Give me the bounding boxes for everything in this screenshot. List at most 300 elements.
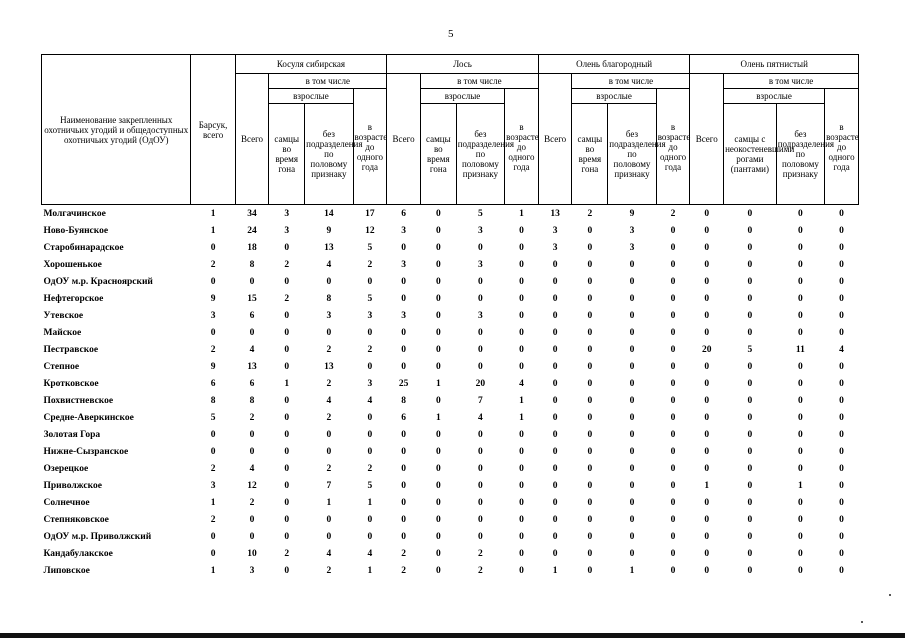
total-header: Всего xyxy=(387,74,421,205)
count-cell: 0 xyxy=(587,259,593,270)
count-cell: 1 xyxy=(519,395,524,406)
count-cell: 0 xyxy=(798,531,803,542)
hunting-ground-name: Средне-Аверкинское xyxy=(43,412,134,423)
count-cell: 0 xyxy=(519,429,524,440)
count-cell: 4 xyxy=(326,548,332,559)
count-cell: 2 xyxy=(478,565,483,576)
count-cell: 0 xyxy=(798,259,803,270)
count-cell: 0 xyxy=(798,293,803,304)
count-cell: 8 xyxy=(326,293,332,304)
hunting-ground-name: Ново-Буянское xyxy=(43,225,109,236)
adults-header: взрослые xyxy=(420,89,504,104)
count-cell: 0 xyxy=(798,497,803,508)
count-cell: 0 xyxy=(747,463,753,474)
count-cell: 17 xyxy=(365,208,375,219)
count-cell: 0 xyxy=(435,242,441,253)
count-cell: 0 xyxy=(670,310,676,321)
count-cell: 3 xyxy=(210,480,216,491)
count-cell: 0 xyxy=(552,395,558,406)
count-cell: 0 xyxy=(798,310,803,321)
count-cell: 0 xyxy=(401,514,406,525)
count-cell: 0 xyxy=(435,548,441,559)
count-cell: 0 xyxy=(435,327,441,338)
count-cell: 2 xyxy=(670,208,676,219)
count-cell: 0 xyxy=(249,429,255,440)
count-cell: 0 xyxy=(587,548,593,559)
count-cell: 6 xyxy=(249,378,255,389)
count-cell: 0 xyxy=(210,446,216,457)
count-cell: 0 xyxy=(587,480,593,491)
count-cell: 13 xyxy=(247,361,257,372)
count-cell: 0 xyxy=(552,514,558,525)
table-row xyxy=(42,409,859,426)
count-cell: 0 xyxy=(552,344,558,355)
count-cell: 0 xyxy=(367,327,373,338)
hunting-ground-name: Похвистневское xyxy=(43,395,114,406)
count-cell: 0 xyxy=(435,565,441,576)
count-cell: 0 xyxy=(401,497,406,508)
count-cell: 0 xyxy=(629,293,635,304)
table-row xyxy=(42,477,859,494)
count-cell: 0 xyxy=(249,276,255,287)
count-cell: 2 xyxy=(367,463,373,474)
count-cell: 0 xyxy=(210,531,216,542)
count-cell: 11 xyxy=(795,344,805,355)
count-cell: 0 xyxy=(747,378,753,389)
count-cell: 2 xyxy=(367,259,373,270)
count-cell: 1 xyxy=(284,378,290,389)
count-cell: 0 xyxy=(839,327,844,338)
count-cell: 2 xyxy=(249,497,255,508)
count-cell: 0 xyxy=(519,497,524,508)
count-cell: 0 xyxy=(704,242,710,253)
count-cell: 0 xyxy=(629,276,635,287)
count-cell: 0 xyxy=(478,429,483,440)
count-cell: 0 xyxy=(326,531,332,542)
count-cell: 2 xyxy=(326,378,332,389)
count-cell: 6 xyxy=(210,378,216,389)
count-cell: 0 xyxy=(587,497,593,508)
count-cell: 0 xyxy=(839,378,844,389)
count-cell: 0 xyxy=(587,242,593,253)
hunting-ground-name: Нижне-Сызранское xyxy=(43,446,129,457)
count-cell: 0 xyxy=(747,548,753,559)
count-cell: 0 xyxy=(704,463,710,474)
adults-header: взрослые xyxy=(724,89,825,104)
total-header: Всего xyxy=(235,74,269,205)
table-row xyxy=(42,273,859,290)
count-cell: 5 xyxy=(478,208,483,219)
count-cell: 0 xyxy=(670,497,676,508)
no-sex-header: без подразделения по половому признаку xyxy=(456,104,504,205)
count-cell: 0 xyxy=(747,497,753,508)
count-cell: 0 xyxy=(670,242,676,253)
count-cell: 0 xyxy=(284,514,290,525)
total-header: Всего xyxy=(690,74,724,205)
count-cell: 0 xyxy=(798,429,803,440)
count-cell: 0 xyxy=(552,531,558,542)
count-cell: 0 xyxy=(798,242,803,253)
count-cell: 5 xyxy=(747,344,753,355)
count-cell: 0 xyxy=(670,548,676,559)
count-cell: 12 xyxy=(247,480,257,491)
count-cell: 0 xyxy=(747,293,753,304)
count-cell: 3 xyxy=(284,208,290,219)
count-cell: 0 xyxy=(587,276,593,287)
count-cell: 0 xyxy=(519,242,524,253)
count-cell: 0 xyxy=(747,531,753,542)
count-cell: 1 xyxy=(704,480,710,491)
count-cell: 2 xyxy=(326,412,332,423)
count-cell: 0 xyxy=(839,259,844,270)
count-cell: 0 xyxy=(587,344,593,355)
count-cell: 2 xyxy=(284,259,290,270)
count-cell: 0 xyxy=(704,548,710,559)
count-cell: 0 xyxy=(747,276,753,287)
count-cell: 0 xyxy=(435,429,441,440)
count-cell: 0 xyxy=(326,327,332,338)
count-cell: 1 xyxy=(435,412,441,423)
count-cell: 0 xyxy=(284,310,290,321)
count-cell: 0 xyxy=(284,395,290,406)
count-cell: 1 xyxy=(367,565,373,576)
count-cell: 1 xyxy=(519,412,524,423)
count-cell: 15 xyxy=(247,293,257,304)
count-cell: 0 xyxy=(704,208,710,219)
species-header-elk: Лось xyxy=(387,55,539,74)
hunting-ground-name: ОдОУ м.р. Красноярский xyxy=(43,276,153,287)
count-cell: 3 xyxy=(478,310,483,321)
count-cell: 24 xyxy=(247,225,257,236)
count-cell: 3 xyxy=(401,310,406,321)
hunting-ground-name: Майское xyxy=(43,327,82,338)
count-cell: 0 xyxy=(367,412,373,423)
count-cell: 0 xyxy=(798,378,803,389)
count-cell: 0 xyxy=(629,497,635,508)
count-cell: 25 xyxy=(398,378,409,389)
count-cell: 1 xyxy=(326,497,332,508)
count-cell: 0 xyxy=(519,446,524,457)
count-cell: 10 xyxy=(247,548,257,559)
count-cell: 0 xyxy=(284,242,290,253)
count-cell: 0 xyxy=(670,446,676,457)
count-cell: 0 xyxy=(839,293,844,304)
count-cell: 0 xyxy=(839,276,844,287)
count-cell: 0 xyxy=(552,310,558,321)
count-cell: 0 xyxy=(670,327,676,338)
hunting-ground-name: ОдОУ м.р. Приволжский xyxy=(43,531,152,542)
count-cell: 0 xyxy=(552,429,558,440)
count-cell: 0 xyxy=(435,259,441,270)
table-row xyxy=(42,307,859,324)
count-cell: 3 xyxy=(478,259,483,270)
count-cell: 0 xyxy=(747,208,753,219)
name-column-header: Наименование закрепленных охотничьих угодий и общедоступных охотничьих угодий (ОдОУ) xyxy=(42,55,191,205)
including-header: в том числе xyxy=(724,74,859,89)
count-cell: 0 xyxy=(629,463,635,474)
count-cell: 2 xyxy=(401,565,406,576)
count-cell: 0 xyxy=(704,429,710,440)
count-cell: 5 xyxy=(367,242,373,253)
hunting-ground-name: Золотая Гора xyxy=(43,429,101,440)
count-cell: 0 xyxy=(670,259,676,270)
count-cell: 0 xyxy=(839,463,844,474)
count-cell: 0 xyxy=(435,344,441,355)
count-cell: 1 xyxy=(798,480,803,491)
count-cell: 0 xyxy=(519,565,524,576)
count-cell: 0 xyxy=(670,293,676,304)
count-cell: 0 xyxy=(839,395,844,406)
count-cell: 0 xyxy=(401,446,406,457)
count-cell: 0 xyxy=(629,395,635,406)
count-cell: 2 xyxy=(478,548,483,559)
count-cell: 0 xyxy=(839,497,844,508)
no-sex-header: без подразделения по половому признаку xyxy=(608,104,656,205)
table-row xyxy=(42,528,859,545)
count-cell: 0 xyxy=(587,514,593,525)
adults-header: взрослые xyxy=(269,89,353,104)
count-cell: 2 xyxy=(210,463,216,474)
count-cell: 0 xyxy=(284,327,290,338)
count-cell: 0 xyxy=(435,531,441,542)
count-cell: 0 xyxy=(747,361,753,372)
count-cell: 0 xyxy=(284,276,290,287)
count-cell: 0 xyxy=(587,378,593,389)
count-cell: 0 xyxy=(284,497,290,508)
count-cell: 8 xyxy=(249,259,255,270)
count-cell: 0 xyxy=(587,225,593,236)
count-cell: 0 xyxy=(670,565,676,576)
count-cell: 0 xyxy=(284,480,290,491)
count-cell: 0 xyxy=(284,429,290,440)
count-cell: 3 xyxy=(552,242,558,253)
hunting-ground-name: Озерецкое xyxy=(43,463,89,474)
hunting-ground-name: Липовское xyxy=(43,565,90,576)
count-cell: 0 xyxy=(435,395,441,406)
count-cell: 0 xyxy=(210,429,216,440)
count-cell: 0 xyxy=(478,514,483,525)
count-cell: 1 xyxy=(210,565,216,576)
count-cell: 20 xyxy=(475,378,486,389)
count-cell: 0 xyxy=(552,327,558,338)
count-cell: 34 xyxy=(247,208,257,219)
table-row xyxy=(42,324,859,341)
count-cell: 0 xyxy=(670,276,676,287)
table-row xyxy=(42,562,859,579)
count-cell: 2 xyxy=(284,293,290,304)
count-cell: 3 xyxy=(284,225,290,236)
count-cell: 0 xyxy=(519,514,524,525)
count-cell: 0 xyxy=(552,548,558,559)
table-row xyxy=(42,222,859,239)
table-row xyxy=(42,341,859,358)
count-cell: 0 xyxy=(629,412,635,423)
hunting-ground-name: Молгачинское xyxy=(43,208,106,219)
count-cell: 1 xyxy=(435,378,441,389)
count-cell: 0 xyxy=(704,514,710,525)
count-cell: 0 xyxy=(249,327,255,338)
count-cell: 0 xyxy=(552,412,558,423)
count-cell: 0 xyxy=(367,429,373,440)
count-cell: 0 xyxy=(478,497,483,508)
count-cell: 0 xyxy=(284,361,290,372)
count-cell: 0 xyxy=(839,531,844,542)
table-row xyxy=(42,239,859,256)
hunting-ground-name: Кандабулакское xyxy=(43,548,113,559)
count-cell: 0 xyxy=(587,327,593,338)
count-cell: 0 xyxy=(670,225,676,236)
count-cell: 0 xyxy=(704,310,710,321)
page-number: 5 xyxy=(448,28,454,40)
count-cell: 0 xyxy=(747,259,753,270)
count-cell: 0 xyxy=(435,208,441,219)
count-cell: 0 xyxy=(519,361,524,372)
count-cell: 0 xyxy=(798,395,803,406)
count-cell: 0 xyxy=(401,429,406,440)
count-cell: 0 xyxy=(519,310,524,321)
count-cell: 0 xyxy=(629,344,635,355)
under-one-header: в возрасте до одного года xyxy=(353,89,387,205)
count-cell: 0 xyxy=(839,446,844,457)
count-cell: 0 xyxy=(435,310,441,321)
count-cell: 0 xyxy=(629,531,635,542)
count-cell: 0 xyxy=(587,310,593,321)
count-cell: 0 xyxy=(704,276,710,287)
under-one-header: в возрасте до одного года xyxy=(825,89,859,205)
count-cell: 0 xyxy=(587,293,593,304)
count-cell: 7 xyxy=(478,395,483,406)
count-cell: 0 xyxy=(435,293,441,304)
count-cell: 3 xyxy=(210,310,216,321)
count-cell: 0 xyxy=(629,429,635,440)
count-cell: 0 xyxy=(552,259,558,270)
count-cell: 3 xyxy=(367,378,373,389)
count-cell: 0 xyxy=(478,446,483,457)
hunting-ground-name: Утевское xyxy=(43,310,84,321)
count-cell: 0 xyxy=(587,531,593,542)
count-cell: 0 xyxy=(435,514,441,525)
count-cell: 0 xyxy=(704,225,710,236)
count-cell: 2 xyxy=(210,344,216,355)
count-cell: 0 xyxy=(798,208,803,219)
count-cell: 8 xyxy=(210,395,216,406)
count-cell: 18 xyxy=(247,242,257,253)
count-cell: 2 xyxy=(210,259,216,270)
count-cell: 0 xyxy=(478,463,483,474)
count-cell: 0 xyxy=(587,395,593,406)
count-cell: 0 xyxy=(552,497,558,508)
count-cell: 0 xyxy=(401,361,406,372)
count-cell: 8 xyxy=(401,395,406,406)
count-cell: 4 xyxy=(249,463,255,474)
count-cell: 0 xyxy=(670,429,676,440)
count-cell: 3 xyxy=(249,565,255,576)
count-cell: 9 xyxy=(210,293,216,304)
count-cell: 0 xyxy=(629,548,635,559)
males-hardened-antler-header: самцы с неокостеневшими рогами (пантами) xyxy=(724,104,777,205)
count-cell: 0 xyxy=(839,565,844,576)
count-cell: 0 xyxy=(552,463,558,474)
count-cell: 0 xyxy=(552,361,558,372)
scan-speck xyxy=(861,621,863,623)
count-cell: 3 xyxy=(629,242,635,253)
count-cell: 0 xyxy=(670,514,676,525)
count-cell: 0 xyxy=(478,361,483,372)
count-cell: 0 xyxy=(798,412,803,423)
count-cell: 2 xyxy=(326,565,332,576)
count-cell: 0 xyxy=(401,344,406,355)
count-cell: 0 xyxy=(401,531,406,542)
hunting-ground-name: Приволжское xyxy=(43,480,102,491)
count-cell: 1 xyxy=(519,208,524,219)
species-header-red-deer: Олень благородный xyxy=(538,55,690,74)
count-cell: 0 xyxy=(326,429,332,440)
count-cell: 0 xyxy=(839,361,844,372)
count-cell: 0 xyxy=(401,276,406,287)
hunting-ground-name: Степное xyxy=(43,361,80,372)
count-cell: 0 xyxy=(839,429,844,440)
count-cell: 0 xyxy=(519,225,524,236)
count-cell: 12 xyxy=(365,225,375,236)
count-cell: 0 xyxy=(401,242,406,253)
count-cell: 0 xyxy=(435,276,441,287)
count-cell: 0 xyxy=(367,361,373,372)
count-cell: 0 xyxy=(839,548,844,559)
table-row xyxy=(42,358,859,375)
count-cell: 0 xyxy=(478,276,483,287)
count-cell: 0 xyxy=(587,446,593,457)
count-cell: 0 xyxy=(519,276,524,287)
count-cell: 0 xyxy=(704,259,710,270)
count-cell: 0 xyxy=(747,429,753,440)
count-cell: 0 xyxy=(798,514,803,525)
count-cell: 4 xyxy=(367,395,373,406)
count-cell: 0 xyxy=(670,531,676,542)
count-cell: 4 xyxy=(249,344,255,355)
count-cell: 0 xyxy=(367,514,373,525)
under-one-header: в возрасте до одного года xyxy=(505,89,539,205)
count-cell: 0 xyxy=(210,548,216,559)
count-cell: 0 xyxy=(704,497,710,508)
count-cell: 0 xyxy=(798,548,803,559)
count-cell: 0 xyxy=(519,480,524,491)
table-row xyxy=(42,460,859,477)
hunting-census-table xyxy=(41,54,859,579)
count-cell: 13 xyxy=(324,242,334,253)
count-cell: 0 xyxy=(670,480,676,491)
count-cell: 0 xyxy=(839,208,844,219)
count-cell: 0 xyxy=(435,446,441,457)
count-cell: 0 xyxy=(587,565,593,576)
count-cell: 4 xyxy=(839,344,844,355)
table-row xyxy=(42,443,859,460)
count-cell: 0 xyxy=(747,395,753,406)
count-cell: 3 xyxy=(401,225,406,236)
count-cell: 0 xyxy=(704,361,710,372)
count-cell: 2 xyxy=(587,208,593,219)
count-cell: 0 xyxy=(435,463,441,474)
count-cell: 0 xyxy=(798,276,803,287)
count-cell: 0 xyxy=(747,327,753,338)
total-header: Всего xyxy=(538,74,572,205)
count-cell: 1 xyxy=(629,565,635,576)
count-cell: 0 xyxy=(249,514,255,525)
count-cell: 0 xyxy=(519,293,524,304)
no-sex-header: без подразделения по половому признаку xyxy=(305,104,353,205)
count-cell: 1 xyxy=(210,225,216,236)
count-cell: 4 xyxy=(367,548,373,559)
hunting-ground-name: Нефтегорское xyxy=(43,293,104,304)
